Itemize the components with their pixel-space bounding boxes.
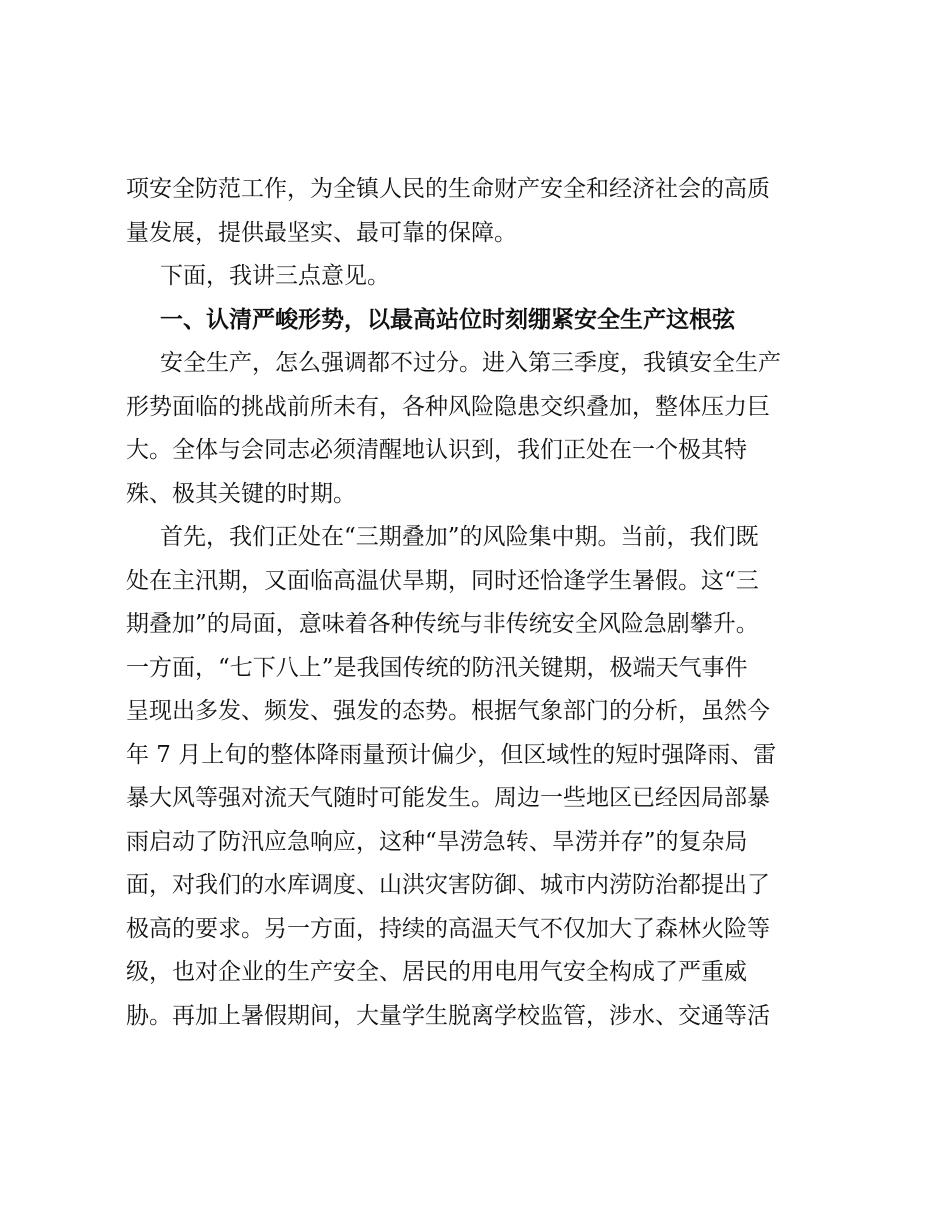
paragraph-line: 暴大风等强对流天气随时可能发生。周边一些地区已经因局部暴 [126, 785, 770, 811]
paragraph-line: 处在主汛期，又面临高温伏旱期，同时还恰逢学生暑假。这“三 [126, 568, 759, 594]
section-heading: 一、认清严峻形势，以最高站位时刻绷紧安全生产这根弦 [160, 307, 735, 333]
paragraph-line: 首先，我们正处在“三期叠加”的风险集中期。当前，我们既 [160, 524, 759, 550]
paragraph-line: 雨启动了防汛应急响应，这种“旱涝急转、旱涝并存”的复杂局 [126, 829, 748, 855]
paragraph-line: 形势面临的挑战前所未有，各种风险隐患交织叠加，整体压力巨 [126, 394, 770, 420]
paragraph-line: 级，也对企业的生产安全、居民的用电用气安全构成了严重威 [126, 959, 747, 985]
paragraph-line: 胁。再加上暑假期间，大量学生脱离学校监管，涉水、交通等活 [126, 1003, 770, 1029]
paragraph-line: 大。全体与会同志必须清醒地认识到，我们正处在一个极其特 [126, 437, 747, 463]
paragraph-line: 下面，我讲三点意见。 [160, 263, 390, 289]
paragraph-line: 安全生产，怎么强调都不过分。进入第三季度，我镇安全生产 [160, 350, 781, 376]
paragraph-line: 面，对我们的水库调度、山洪灾害防御、城市内涝防治都提出了 [126, 872, 770, 898]
paragraph-line: 极高的要求。另一方面，持续的高温天气不仅加大了森林火险等 [126, 916, 770, 942]
paragraph-line: 项安全防范工作，为全镇人民的生命财产安全和经济社会的高质 [126, 176, 770, 202]
paragraph-line: 殊、极其关键的时期。 [126, 481, 356, 507]
paragraph-line: 一方面，“七下八上”是我国传统的防汛关键期，极端天气事件 [126, 655, 748, 681]
paragraph-line: 期叠加”的局面，意味着各种传统与非传统安全风险急剧攀升。 [126, 611, 759, 637]
paragraph-line: 呈现出多发、频发、强发的态势。根据气象部门的分析，虽然今 [126, 698, 770, 724]
paragraph-line: 年 7 月上旬的整体降雨量预计偏少，但区域性的短时强降雨、雷 [126, 742, 777, 768]
paragraph-line: 量发展，提供最坚实、最可靠的保障。 [126, 220, 517, 246]
